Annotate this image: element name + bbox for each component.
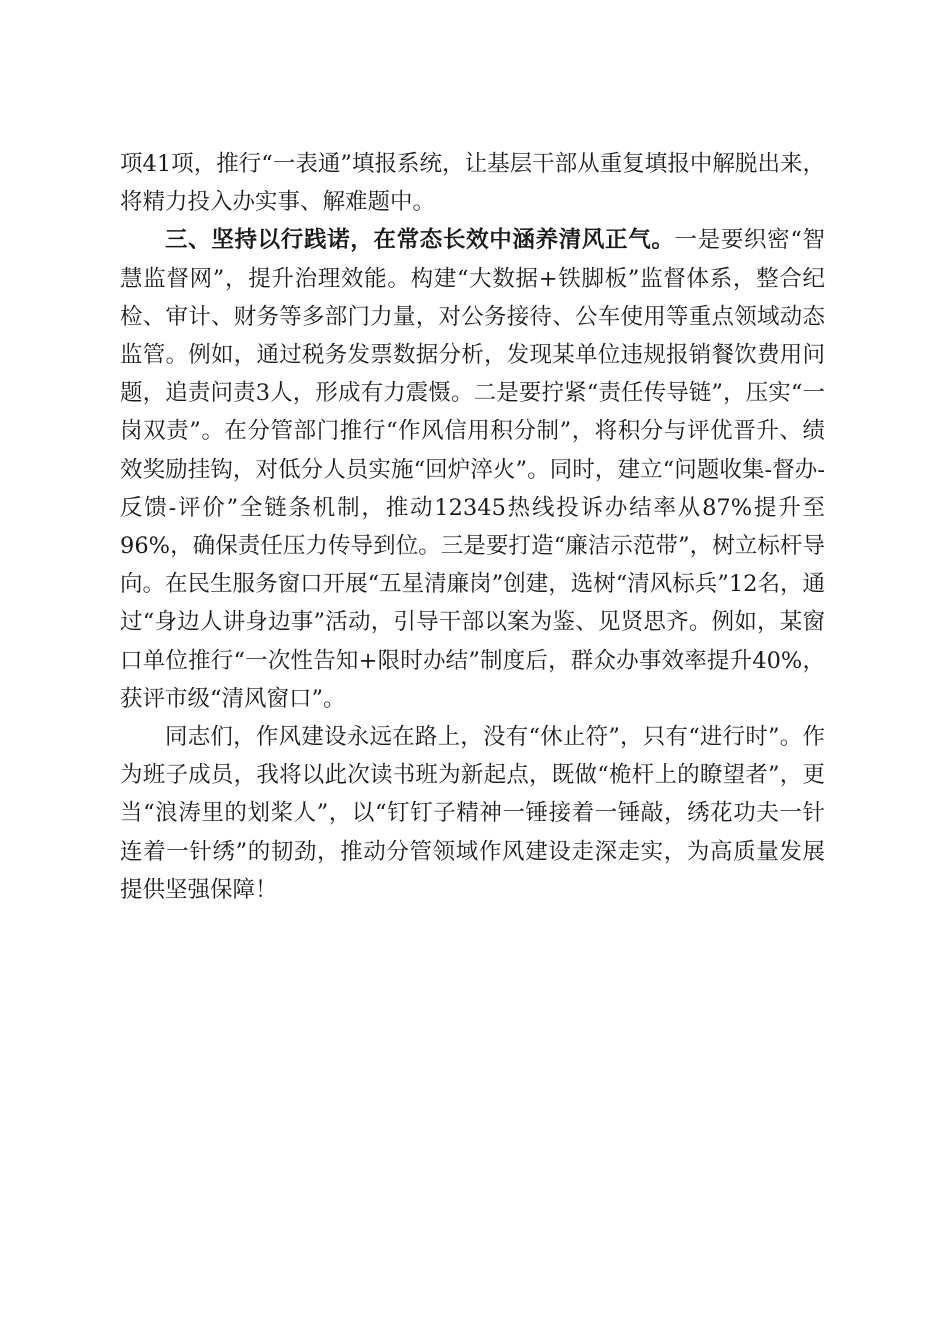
document-body: [120, 145, 825, 909]
paragraph-section-three: [120, 221, 825, 718]
section-body: 一是要织密“智慧监督网”，提升治理效能。构建“大数据+铁脚板”监督体系，整合纪检、审计、财务等多部门力量，对公务接待、公车使用等重点领域动态监管。例如，通过税务发票数据分析，发现某单位违规报销餐饮费用问题，追责问责3人，形成有力震慑。二是要拧紧“责任传导链”，压实“一岗双责”。在分管部门推行“作风信用积分制”，将积分与评优晋升、绩效奖励挂钩，对低分人员实施“回炉淬火”。同时，建立“问题收集-督办-反馈-评价”全链条机制，推动12345热线投诉办结率从87%提升至96%，确保责任压力传导到位。三是要打造“廉洁示范带”，树立标杆导向。在民生服务窗口开展“五星清廉岗”创建，选树“清风标兵”12名，通过“身边人讲身边事”活动，引导干部以案为鉴、见贤思齐。例如，某窗口单位推行“一次性告知+限时办结”制度后，群众办事效率提升40%，获评市级“清风窗口”。: [120, 227, 825, 712]
section-heading: 三、坚持以行践诺，在常态长效中涵养清风正气。: [165, 227, 675, 254]
paragraph-closing: 同志们，作风建设永远在路上，没有“休止符”，只有“进行时”。作为班子成员，我将以此次读书班为新起点，既做“桅杆上的瞭望者”，更当“浪涛里的划桨人”，以“钉钉子精神一锤接着一锤敲，绣花功夫一针连着一针绣”的韧劲，推动分管领域作风建设走深走实，为高质量发展提供坚强保障！: [120, 724, 825, 903]
paragraph-continuation: 项41项，推行“一表通”填报系统，让基层干部从重复填报中解脱出来，将精力投入办实事、解难题中。: [120, 151, 825, 216]
